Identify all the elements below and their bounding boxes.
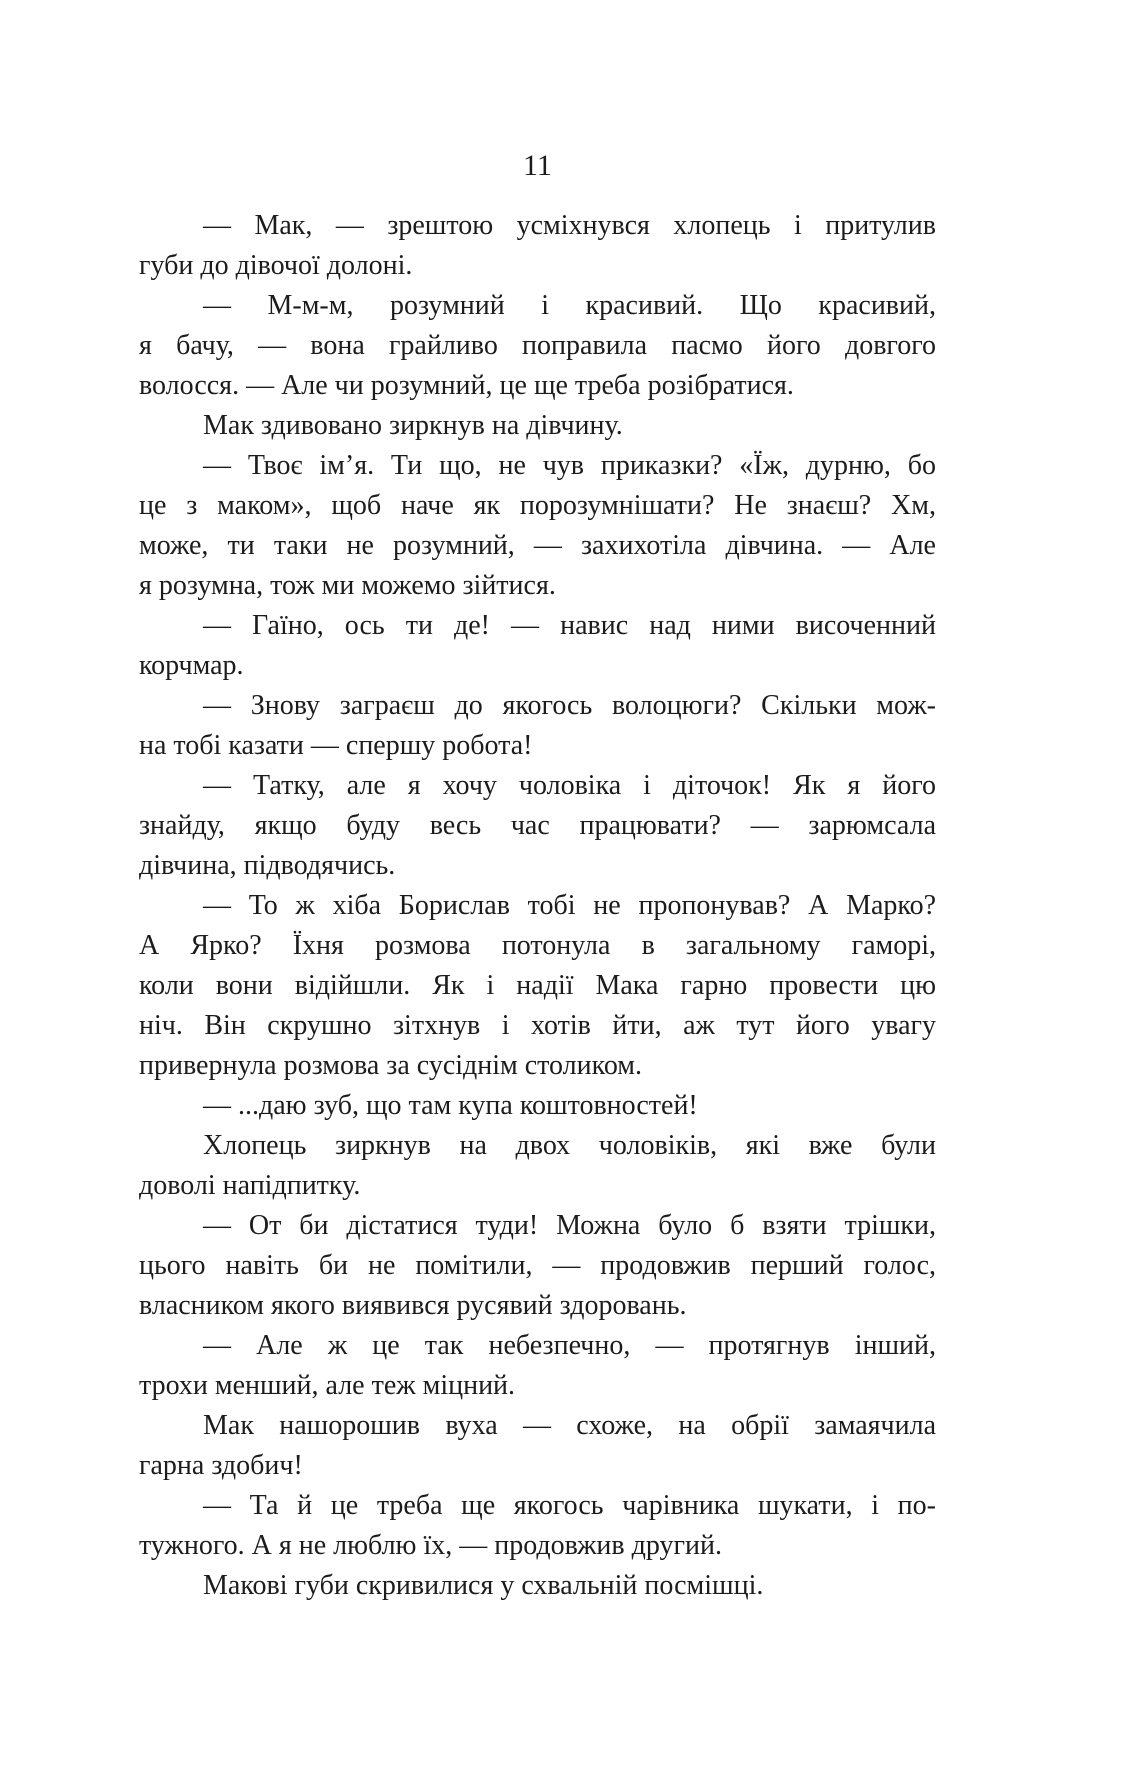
text-line: Мак здивовано зиркнув на дівчину. — [203, 410, 623, 441]
text-line: — От би дістатися туди! Можна було б взяти трішки, — [203, 1210, 936, 1241]
text-line: власником якого виявився русявий здоровань. — [139, 1290, 687, 1321]
text-line: — Але ж це так небезпечно, — протягнув інший, — [203, 1330, 936, 1361]
text-block — [139, 206, 936, 1606]
text-line: — Мак, — зрештою усміхнувся хлопець і притулив — [203, 210, 936, 241]
text-line: доволі напідпитку. — [139, 1170, 361, 1201]
text-line: цього навіть би не помітили, — продовжив перший голос, — [139, 1250, 936, 1281]
text-line: Хлопець зиркнув на двох чоловіків, які вже були — [203, 1130, 936, 1161]
text-line: — ...даю зуб, що там купа коштовностей! — [203, 1090, 698, 1121]
page-number: 11 — [523, 149, 552, 182]
text-line: коли вони відійшли. Як і надії Мака гарно провести цю — [139, 970, 936, 1001]
text-line: це з маком», щоб наче як порозумнішати? Не знаєш? Хм, — [139, 490, 936, 521]
text-line: — М-м-м, розумний і красивий. Що красивий, — [203, 290, 936, 321]
text-line: привернула розмова за сусіднім столиком. — [139, 1050, 643, 1081]
text-line: я розумна, тож ми можемо зійтися. — [139, 570, 556, 601]
text-line: губи до дівочої долоні. — [139, 250, 413, 281]
text-line: волосся. — Але чи розумний, це ще треба розібратися. — [139, 370, 794, 401]
text-line: на тобі казати — спершу робота! — [139, 730, 533, 761]
text-line: — Та й це треба ще якогось чарівника шукати, і по- — [203, 1490, 936, 1521]
text-line: — Твоє ім’я. Ти що, не чув приказки? «Їж, дурню, бо — [203, 450, 936, 481]
text-line: дівчина, підводячись. — [139, 850, 396, 881]
text-line: трохи менший, але теж міцний. — [139, 1370, 516, 1401]
text-line: може, ти таки не розумний, — захихотіла дівчина. — Але — [139, 530, 936, 561]
text-line: знайду, якщо буду весь час працювати? — зарюмсала — [139, 810, 936, 841]
text-line: — То ж хіба Борислав тобі не пропонував? А Марко? — [203, 890, 936, 921]
text-line: — Татку, але я хочу чоловіка і діточок! Як я його — [203, 770, 936, 801]
text-line: Макові губи скривилися у схвальній посмішці. — [203, 1570, 764, 1601]
text-line: ніч. Він скрушно зітхнув і хотів йти, аж тут його увагу — [139, 1010, 936, 1041]
text-line: я бачу, — вона грайливо поправила пасмо його довгого — [139, 330, 936, 361]
text-line: Мак нашорошив вуха — схоже, на обрії замаячила — [203, 1410, 936, 1441]
text-line: корчмар. — [139, 650, 244, 681]
text-line: тужного. А я не люблю їх, — продовжив другий. — [139, 1530, 722, 1561]
text-line: — Гаїно, ось ти де! — навис над ними височенний — [203, 610, 936, 641]
text-line: — Знову заграєш до якогось волоцюги? Скільки мож- — [203, 690, 936, 721]
text-line: гарна здобич! — [139, 1450, 303, 1481]
text-line: А Ярко? Їхня розмова потонула в загальному гаморі, — [139, 930, 936, 961]
